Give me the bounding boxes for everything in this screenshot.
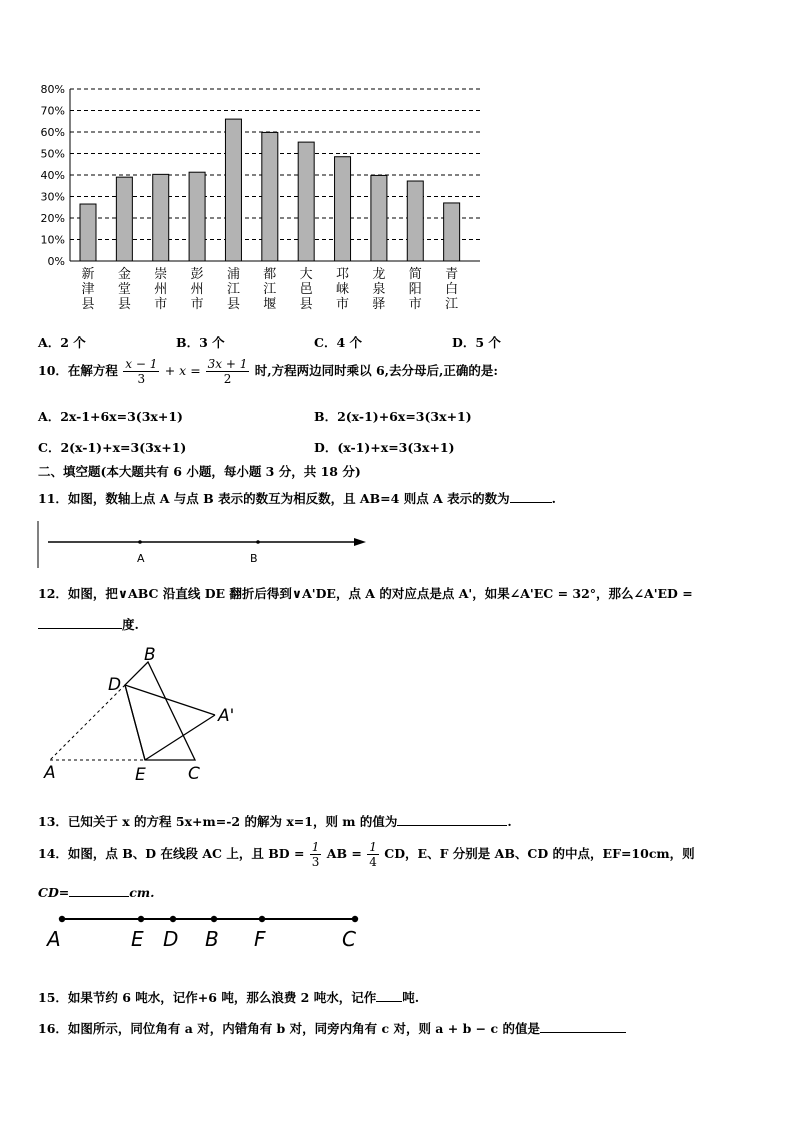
q10-fraction-right: $\frac{3x + 1}{2}$ <box>207 357 248 386</box>
q13-end: . <box>507 814 512 829</box>
x-tick-label: 简阳市 <box>408 267 422 312</box>
section-2-heading: 二、填空题(本大题共有 6 小题，每小题 3 分，共 18 分) <box>38 464 361 479</box>
segment-DE <box>125 685 145 760</box>
x-tick-label: 大邑县 <box>299 267 313 312</box>
label-A-prime: A' <box>218 706 235 726</box>
point-D-dot <box>170 916 176 922</box>
bar-chart <box>30 78 490 323</box>
q14-unit: cm. <box>129 885 155 900</box>
q16-answer-blank[interactable] <box>540 1020 626 1033</box>
point-F-dot <box>259 916 265 922</box>
y-tick-label: 80% <box>40 83 65 96</box>
label-D: D <box>163 927 179 951</box>
q14-fraction-2: $\frac{1}{4}$ <box>369 840 377 869</box>
q16-stem <box>38 1019 626 1037</box>
x-tick-label: 邛崃市 <box>336 267 350 312</box>
q12-line2 <box>38 615 139 633</box>
y-tick-label: 20% <box>40 212 65 225</box>
q14-prefix: 14．如图，点 B、D 在线段 AC 上，且 BD = <box>38 846 305 861</box>
q10-stem <box>38 357 498 386</box>
x-tick-label: 都江堰 <box>263 267 277 312</box>
q14-cd-label: CD= <box>38 885 70 900</box>
q11-number-line <box>36 518 376 570</box>
q14-mid: AB = <box>326 846 362 861</box>
q12-answer-blank[interactable] <box>38 616 122 629</box>
q14-stem <box>38 840 695 869</box>
q13-stem <box>38 812 512 830</box>
q14-suffix: CD，E、F 分别是 AB、CD 的中点，EF=10cm，则 <box>384 846 695 861</box>
q10-mid: + x = <box>164 363 205 378</box>
q10-option-b: B．2(x-1)+6x=3(3x+1) <box>314 409 472 424</box>
chart-x-labels <box>81 266 458 312</box>
y-tick-label: 50% <box>40 147 65 161</box>
bar <box>262 132 278 261</box>
q10-option-c: C．2(x-1)+x=3(3x+1) <box>38 440 187 455</box>
bar <box>116 177 132 261</box>
x-tick-label: 崇州市 <box>154 267 168 312</box>
q15-text: 15．如果节约 6 吨水，记作+6 吨，那么浪费 2 吨水，记作 <box>38 990 377 1005</box>
q11-answer-blank[interactable] <box>510 490 552 503</box>
q11-stem <box>38 489 556 507</box>
q10-option-a: A．2x-1+6x=3(3x+1) <box>38 409 183 424</box>
label-a: A <box>137 552 145 565</box>
segment-AD-dashed <box>50 685 125 760</box>
label-D: D <box>108 675 122 695</box>
label-C: C <box>342 927 356 951</box>
q11-end: . <box>551 491 556 506</box>
q15-answer-blank[interactable] <box>376 989 402 1002</box>
point-B-dot <box>211 916 217 922</box>
q10-prefix: 10．在解方程 <box>38 363 118 378</box>
label-B: B <box>205 927 219 951</box>
label-F: F <box>254 927 266 951</box>
segment-A1E <box>145 715 215 760</box>
q10-option-d: D．(x-1)+x=3(3x+1) <box>314 440 455 455</box>
q10-fraction-left: $\frac{x - 1}{3}$ <box>125 357 158 386</box>
q12-triangle-figure <box>40 640 250 785</box>
x-tick-label: 金堂县 <box>117 267 131 312</box>
bar <box>80 204 96 261</box>
label-A: A <box>47 927 61 951</box>
bar <box>189 172 205 261</box>
bar <box>153 174 169 261</box>
quad-DBCE <box>125 662 195 760</box>
y-tick-label: 60% <box>40 126 65 139</box>
q14-fraction-1: $\frac{1}{3}$ <box>311 840 320 869</box>
label-b: B <box>250 552 258 565</box>
q11-text: 11．如图，数轴上点 A 与点 B 表示的数互为相反数，且 AB=4 则点 A 表示的数为 <box>38 491 510 506</box>
bar <box>444 203 460 261</box>
q12-line1: 12．如图，把∨ABC 沿直线 DE 翻折后得到∨A'DE，点 A 的对应点是点 A'，如果∠A'EC = 32°，那么∠A'ED = <box>38 586 693 601</box>
q14-answer-blank[interactable] <box>69 884 129 897</box>
q13-text: 13．已知关于 x 的方程 5x+m=-2 的解为 x=1，则 m 的值为 <box>38 814 398 829</box>
q16-text: 16．如图所示，同位角有 a 对，内错角有 b 对，同旁内角有 c 对，则 a + b − c 的值是 <box>38 1021 540 1036</box>
label-E: E <box>135 765 146 785</box>
x-tick-label: 浦江县 <box>226 267 240 312</box>
x-tick-label: 新津县 <box>81 267 95 312</box>
label-C: C <box>188 764 200 784</box>
y-tick-label: 70% <box>40 104 65 118</box>
bar <box>298 142 314 261</box>
bar <box>371 175 387 261</box>
label-B: B <box>144 645 156 665</box>
segment-DA1 <box>125 685 215 715</box>
q15-stem <box>38 988 419 1006</box>
x-tick-label: 青白江 <box>445 267 459 312</box>
point-b-dot <box>256 540 260 544</box>
q9-option-b: B．3 个 <box>176 335 225 350</box>
y-tick-label: 30% <box>40 190 65 204</box>
q12-end: 度. <box>122 617 139 632</box>
q9-option-d: D．5 个 <box>452 335 501 350</box>
bar <box>335 157 351 261</box>
point-E-dot <box>138 916 144 922</box>
q10-suffix: 时,方程两边同时乘以 6,去分母后,正确的是: <box>254 363 498 378</box>
label-E: E <box>131 927 144 951</box>
q9-option-c: C．4 个 <box>314 335 362 350</box>
y-tick-label: 40% <box>40 169 65 182</box>
point-a-dot <box>138 540 142 544</box>
y-tick-label: 0% <box>47 255 65 268</box>
chart-y-ticks <box>41 83 65 268</box>
x-tick-label: 彭州市 <box>190 267 204 312</box>
label-A: A <box>44 763 56 783</box>
bar <box>225 119 241 261</box>
x-tick-label: 龙泉驿 <box>372 267 386 312</box>
q13-answer-blank[interactable] <box>397 813 507 826</box>
arrow-right-icon <box>354 538 366 546</box>
q9-option-a: A．2 个 <box>38 335 86 350</box>
q14-segment-figure <box>40 908 370 954</box>
q14-line2 <box>38 884 154 900</box>
point-C-dot <box>352 916 358 922</box>
bar <box>407 181 423 261</box>
y-tick-label: 10% <box>40 233 65 247</box>
q15-end: 吨. <box>402 990 420 1005</box>
point-A-dot <box>59 916 65 922</box>
